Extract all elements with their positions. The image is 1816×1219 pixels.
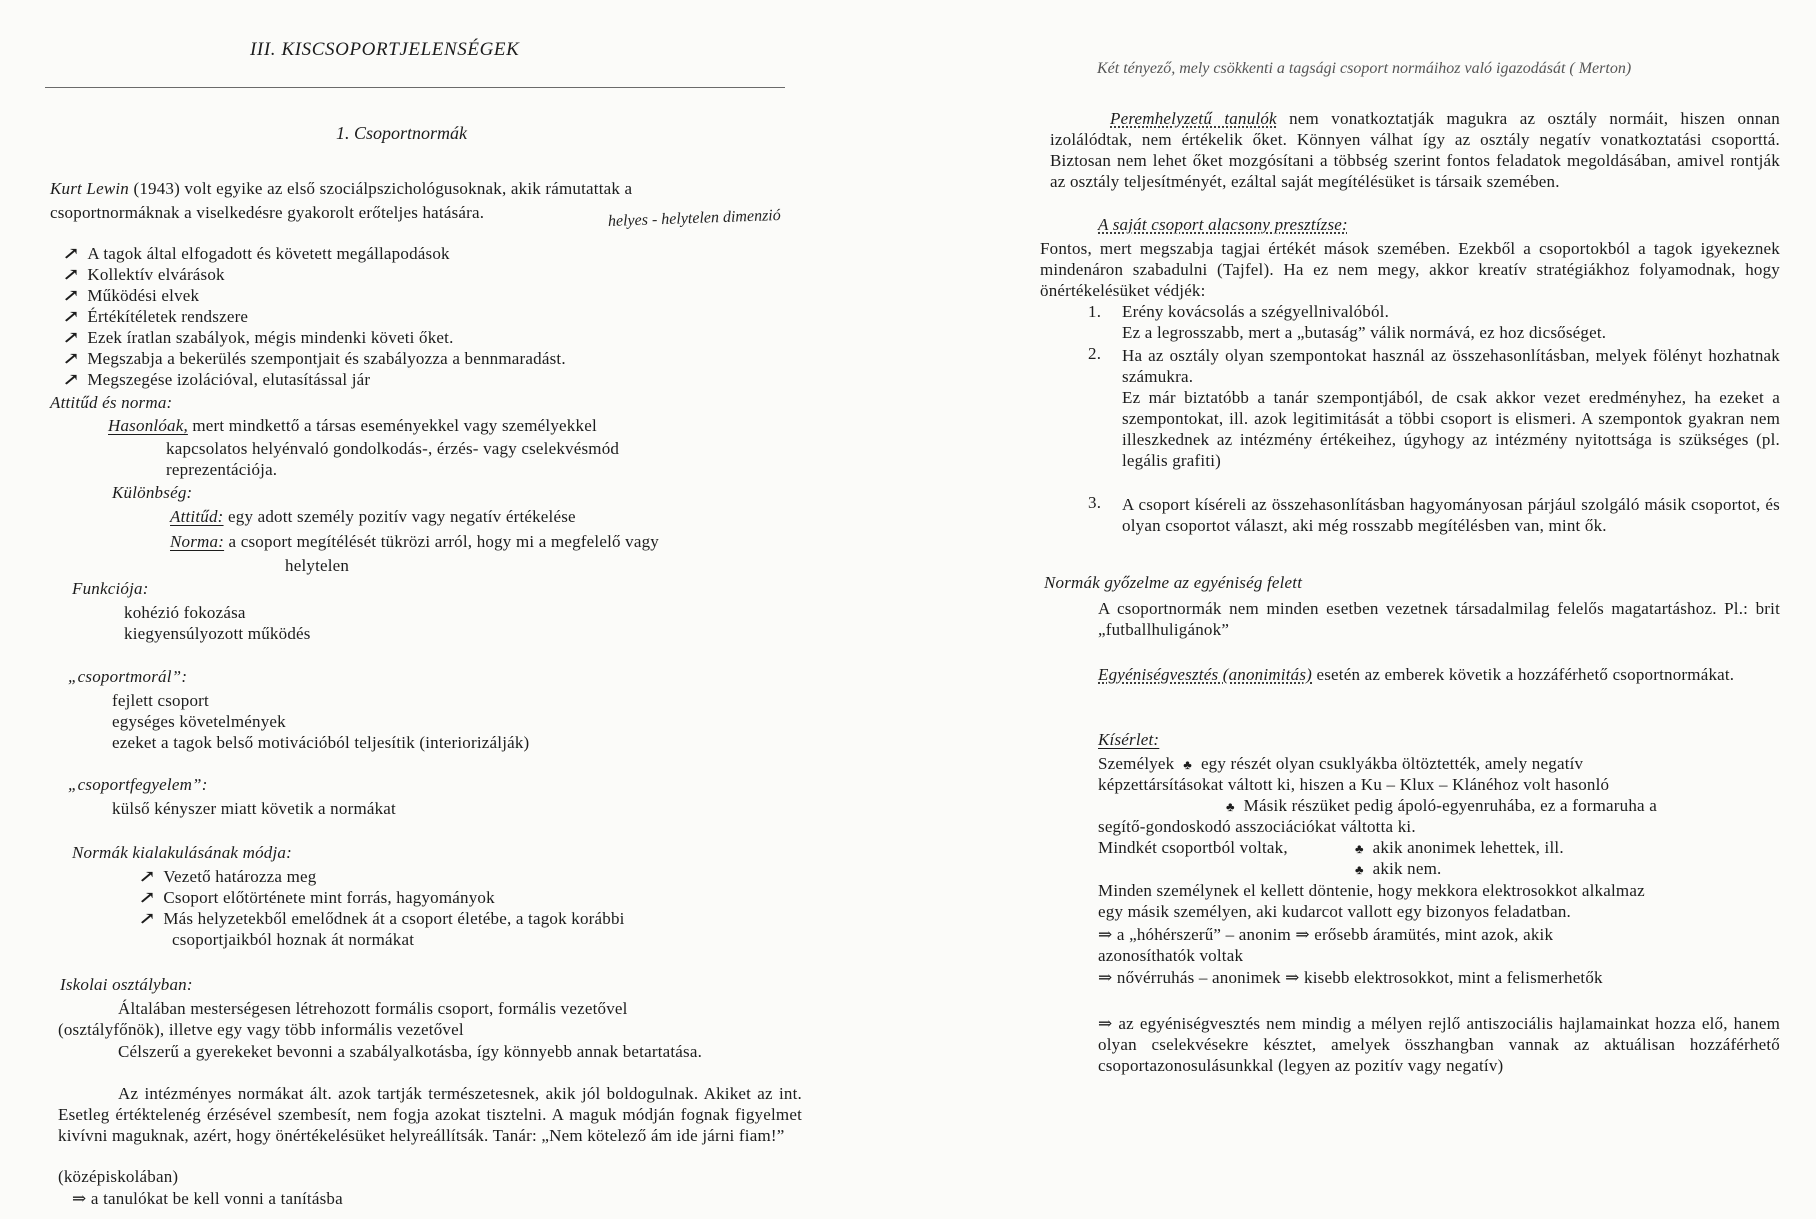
morale-item: egységes követelmények xyxy=(112,712,286,731)
strategy-number: 2. xyxy=(1088,344,1102,363)
arrow-bullet-icon: ↗ xyxy=(62,286,80,305)
experiment-line-1: Személyek ♣ egy részét olyan csuklyákba öltöztették, amely negatív xyxy=(1098,754,1584,773)
attitude-heading: Attitűd és norma: xyxy=(50,393,173,412)
strategy-number: 3. xyxy=(1088,493,1102,512)
arrow-bullet-icon: ↗ xyxy=(62,328,80,347)
experiment-line-7: Minden személynek el kellett döntenie, hogy mekkora elektrosokkot alkalmaz xyxy=(1098,881,1645,900)
function-heading: Funkciója: xyxy=(72,579,149,598)
experiment-line-4: segítő-gondoskodó asszociációkat váltotta ki. xyxy=(1098,817,1416,836)
strategy-2-text: Ha az osztály olyan szempontokat használ az összehasonlításban, melyek fölényt hozhatnak számukra. xyxy=(1122,346,1780,386)
periphery-label: Peremhelyzetű tanulók xyxy=(1110,109,1277,128)
list-item: ↗ Más helyzetekből emelődnek át a csoport életébe, a tagok korábbi xyxy=(138,909,625,928)
club-bullet-icon: ♣ xyxy=(1183,757,1193,772)
strategy-1-line-2: Ez a legrosszabb, mert a „butaság” válik normává, ez hoz dicsőséget. xyxy=(1122,323,1607,342)
experiment-line-2: képzettársításokat váltott ki, hiszen a Ku – Klux – Klánéhoz volt hasonló xyxy=(1098,775,1610,794)
function-item: kiegyensúlyozott működés xyxy=(124,624,311,643)
arrow-bullet-icon: ↗ xyxy=(62,349,80,368)
deindividuation-label: Egyéniségvesztés (anonimitás) xyxy=(1098,665,1313,684)
similar-label: Hasonlóak, xyxy=(108,416,188,435)
school-p2: Célszerű a gyerekeket bevonni a szabályalkotásba, így könnyebb annak betartatása. xyxy=(118,1042,703,1061)
intro-line-1 xyxy=(50,180,632,197)
school-p3-end: (középiskolában) xyxy=(58,1167,179,1186)
list-item-cont: csoportjaikból hoznak át normákat xyxy=(172,930,415,949)
experiment-line-9: ⇒ a „hóhérszerű” – anonim ⇒ erősebb áramütés, mint azok, akik xyxy=(1098,925,1554,944)
list-item: ↗ Működési elvek xyxy=(62,286,200,305)
list-item: ↗ Csoport előtörténete mint forrás, hagyományok xyxy=(138,888,495,907)
list-item: ↗ A tagok által elfogadott és követett megállapodások xyxy=(62,244,450,263)
school-p1-a: Általában mesterségesen létrehozott formális csoport, formális vezetővel xyxy=(118,999,628,1018)
school-heading: Iskolai osztályban: xyxy=(60,975,193,994)
function-item: kohézió fokozása xyxy=(124,603,246,622)
experiment-line-9-b: azonosíthatók voltak xyxy=(1098,946,1244,965)
experiment-line-5-b: ♣ akik anonimek lehettek, ill. xyxy=(1355,838,1564,857)
right-top-heading: Két tényező, mely csökkenti a tagsági csoport normáihoz való igazodását ( Merton) xyxy=(1097,60,1632,77)
list-item: ↗ Ezek íratlan szabályok, mégis mindenki követi őket. xyxy=(62,328,454,347)
list-item: ↗ Értékítéletek rendszere xyxy=(62,307,249,326)
arrow-bullet-icon: ↗ xyxy=(62,307,80,326)
list-item: ↗ Megszabja a bekerülés szempontjait és szabályozza a bennmaradást. xyxy=(62,349,566,368)
intro-line-2: csoportnormáknak a viselkedésre gyakorolt erőteljes hatására. xyxy=(50,203,485,222)
intro-rest: (1943) volt egyike az első szociálpszichológusoknak, akik rámutattak a xyxy=(133,179,633,198)
strategy-2-text-2: Ez már biztatóbb a tanár szempontjából, de csak akkor vezet eredményhez, ha ezeket a szempontokat, ill. azok legitimitását a többi csoport is elismeri. A szempontok gyakran nem illeszkednek az intézmény értékeihez, úgyhogy az intézmény nyitottsága is szükséges (pl. legális grafiti) xyxy=(1122,388,1780,470)
morale-item: ezeket a tagok belső motivációból teljesítik (interiorizálják) xyxy=(112,733,530,752)
arrow-bullet-icon: ↗ xyxy=(62,370,80,389)
chapter-title: III. KISCSOPORTJELENSÉGEK xyxy=(250,39,520,60)
list-item: ↗ Kollektív elvárások xyxy=(62,265,225,284)
club-bullet-icon: ♣ xyxy=(1355,841,1364,856)
prestige-text: Fontos, mert megszabja tagjai értékét mások szemében. Ezekből a csoportokból a tagok igyekeznek mindenáron szabadulni (Tajfel). Ha ez nem megy, akkor kreatív stratégiákhoz folyamodnak, hogy önértékelésüket védjék: xyxy=(1040,239,1780,300)
school-conclusion: ⇒ a tanulókat be kell vonni a tanításba xyxy=(72,1189,343,1208)
periphery-paragraph: Peremhelyzetű tanulók nem vonatkoztatják magukra az osztály normáit, hiszen onnan izolálódtak, nem értékelik őket. Könnyen válhat így az osztály negatív vonatkoztatási csoporttá. Biztosan nem lehet őket mozgósítani a többség szerint fontos feladatok megoldásában, amivel rontják az osztály teljesítményét, ezáltal saját megítélésüket is társaik szemében. xyxy=(1050,109,1780,191)
list-item: ↗ Vezető határozza meg xyxy=(138,867,317,886)
arrow-bullet-icon: ↗ xyxy=(138,909,156,928)
experiment-line-8: egy másik személyen, aki kudarcot vallott egy bizonyos feladatban. xyxy=(1098,902,1571,921)
school-p1-b: (osztályfőnök), illetve egy vagy több informális vezetővel xyxy=(58,1020,464,1039)
victory-heading: Normák győzelme az egyéniség felett xyxy=(1044,573,1303,592)
difference-label: Különbség: xyxy=(112,483,193,502)
experiment-line-3: ♣ Másik részüket pedig ápoló-egyenruhába, ez a formaruha a xyxy=(1226,796,1657,815)
discipline-heading: „csoportfegyelem”: xyxy=(68,775,208,794)
similar-line-1: Hasonlóak, mert mindkettő a társas eseményekkel vagy személyekkel xyxy=(108,416,597,435)
arrow-bullet-icon: ↗ xyxy=(138,888,156,907)
strategy-1-line-1: Erény kovácsolás a szégyellnivalóból. xyxy=(1122,302,1390,321)
morale-heading: „csoportmorál”: xyxy=(68,667,188,686)
left-page xyxy=(0,0,890,1219)
arrow-bullet-icon: ↗ xyxy=(62,265,80,284)
right-page xyxy=(1000,0,1816,1219)
similar-line-2: kapcsolatos helyénvaló gondolkodás-, érzés- vagy cselekvésmód xyxy=(166,439,620,458)
discipline-text: külső kényszer miatt követik a normákat xyxy=(112,799,396,818)
author-name: Kurt Lewin xyxy=(50,179,129,198)
similar-line-3: reprezentációja. xyxy=(166,460,278,479)
attitude-definition: Attitűd: egy adott személy pozitív vagy negatív értékelése xyxy=(170,507,576,526)
experiment-line-5: Mindkét csoportból voltak, xyxy=(1098,838,1288,857)
norm-definition: Norma: a csoport megítélését tükrözi arról, hogy mi a megfelelő vagy xyxy=(170,532,659,551)
school-p3: Az intézményes normákat ált. azok tartják természetesnek, akik jól boldogulnak. Akiket az int. Esetleg értéktelenég érzésével szembesít, nem fogja azokat tisztelni. A maguk módján fognak figyelmet kivívni maguknak, azért, hogy önértékelésüket helyreállítsák. Tanár: „Nem kötelező ám ide járni fiam!” xyxy=(58,1084,802,1145)
deindividuation-paragraph: Egyéniségvesztés (anonimitás) esetén az emberek követik a hozzáférhető csoportnormákat. xyxy=(1098,665,1735,684)
victory-text: A csoportnormák nem minden esetben vezetnek társadalmilag felelős magatartáshoz. Pl.: brit „futballhuligánok” xyxy=(1098,599,1780,639)
arrow-bullet-icon: ↗ xyxy=(138,867,156,886)
experiment-heading: Kísérlet: xyxy=(1098,730,1160,749)
experiment-line-6: ♣ akik nem. xyxy=(1355,859,1442,878)
handwritten-note: helyes - helytelen dimenzió xyxy=(607,206,782,230)
list-item: ↗ Megszegése izolációval, elutasítással jár xyxy=(62,370,371,389)
prestige-label: A saját csoport alacsony presztízse: xyxy=(1098,215,1348,234)
formation-heading: Normák kialakulásának módja: xyxy=(72,843,292,862)
club-bullet-icon: ♣ xyxy=(1355,862,1364,877)
section-title: 1. Csoportnormák xyxy=(336,123,468,143)
experiment-conclusion: ⇒ az egyéniségvesztés nem mindig a mélyen rejlő antiszociális hajlamainkat hozza elő, hanem olyan cselekvésekre késztet, amelyek összhangban vannak az aktuálisan hozzáférhető csoportazonosulásunkkal (legyen az pozitív vagy negatív) xyxy=(1098,1014,1780,1075)
morale-item: fejlett csoport xyxy=(112,691,209,710)
arrow-bullet-icon: ↗ xyxy=(62,244,80,263)
club-bullet-icon: ♣ xyxy=(1226,799,1235,814)
experiment-line-10: ⇒ nővérruhás – anonimek ⇒ kisebb elektrosokkot, mint a felismerhetők xyxy=(1098,968,1603,987)
strategy-3-text: A csoport kíséreli az összehasonlításban hagyományosan párjául szolgáló másik csoportot, és olyan csoportot választ, aki még rosszabb megítélésben van, mint ők. xyxy=(1122,495,1780,535)
title-rule xyxy=(45,87,785,88)
norm-definition-2: helytelen xyxy=(285,556,350,575)
strategy-number: 1. xyxy=(1088,302,1102,321)
